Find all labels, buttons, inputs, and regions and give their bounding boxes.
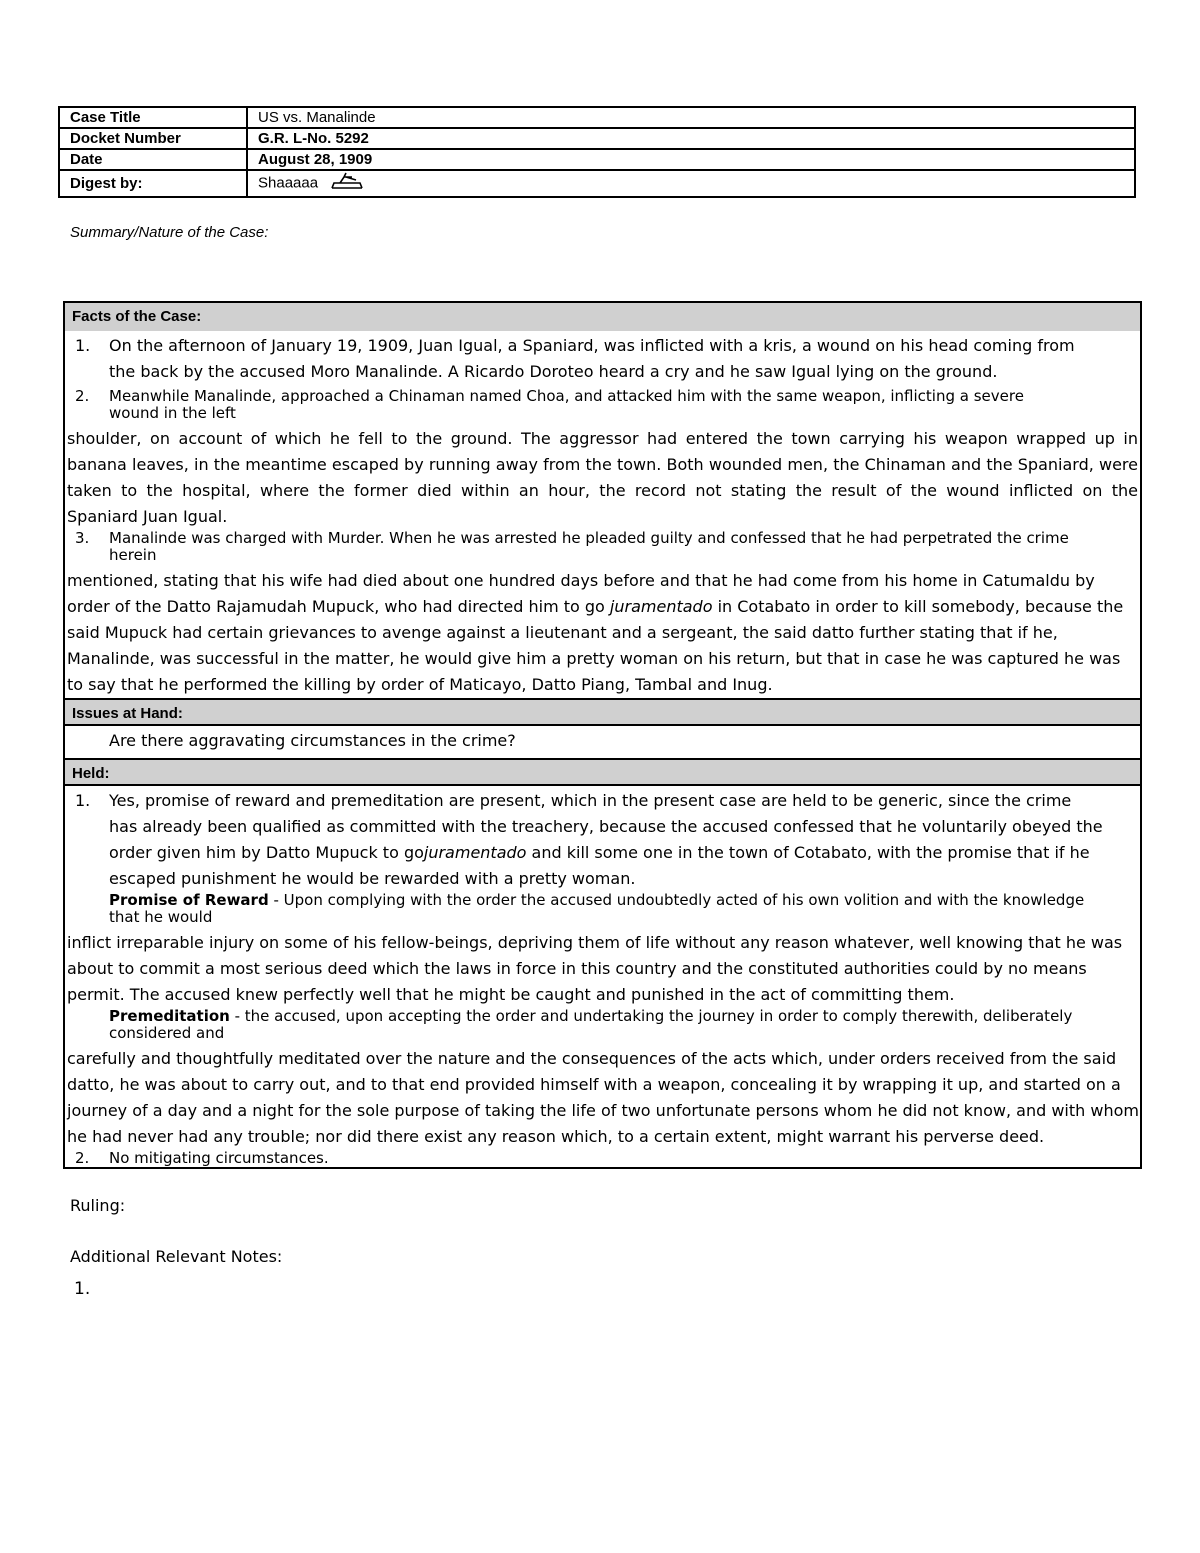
signature-icon [330,171,364,196]
facts-item-1-line: On the afternoon of January 19, 1909, Juan Igual, a Spaniard, was inflicted with a kris, a wound on his head coming from [109,336,1075,355]
promise-of-reward [65,892,1140,926]
facts-item-3-line: Manalinde was charged with Murder. When he was arrested he pleaded guilty and confessed that he had perpetrated the crime [109,529,1069,547]
facts-heading: Facts of the Case: [65,303,1140,331]
held-item-2 [65,1150,1140,1167]
promise-of-reward-label: Promise of Reward [109,891,269,909]
digest-row [59,170,1135,197]
docket-label: Docket Number [59,128,247,149]
promise-of-reward-line: inflict irreparable injury on some of his fellow-beings, depriving them of life without any reason whatever, well knowing that he was [67,933,1123,952]
case-title-row [59,107,1135,128]
promise-of-reward-text: - Upon complying with the order the accused undoubtedly acted of his own volition and with the knowledge [268,891,1085,909]
premeditation-line: datto, he was about to carry out, and to that end provided himself with a weapon, concealing it by wrapping it up, and started on a [67,1075,1121,1094]
held-body [65,786,1140,1167]
facts-item-2-line: Spaniard Juan Igual. [67,507,228,526]
digest-label: Digest by: [59,170,247,197]
case-info-table [58,106,1136,198]
facts-item-2-line: banana leaves, in the meantime escaped by running away from the town. Both wounded men, the Chinaman and the Spaniard, were [67,455,1138,474]
case-title-value: US vs. Manalinde [247,107,1135,128]
notes-item-number: 1. [74,1279,91,1299]
held-item-1-text: order given him by Datto Mupuck to go [109,843,424,862]
held-item-1-line: escaped punishment he would be rewarded with a pretty woman. [109,869,636,888]
facts-item-3-line: mentioned, stating that his wife had died about one hundred days before and that he had come from his home in Catumaldu by [67,571,1095,590]
promise-of-reward-line: about to commit a most serious deed which the laws in force in this country and the constituted authorities could by no means [67,959,1087,978]
premeditation-line: considered and [109,1024,225,1042]
digest-value: Shaaaaa [258,174,319,192]
facts-item-3-line: to say that he performed the killing by order of Maticayo, Datto Piang, Tambal and Inug. [67,675,773,694]
facts-item-2 [65,385,1140,422]
notes-label: Additional Relevant Notes: [70,1247,283,1266]
docket-value: G.R. L-No. 5292 [247,128,1135,149]
premeditation-label: Premeditation [109,1007,230,1025]
facts-item-3-line: said Mupuck had certain grievances to avenge against a lieutenant and a sergeant, the said datto further stating that if he, [67,623,1058,642]
premeditation-line: journey of a day and a night for the sole purpose of taking the life of two unfortunate persons whom he did not know, and with whom [67,1101,1139,1120]
held-heading: Held: [65,758,1140,786]
premeditation-line: he had never had any trouble; nor did there exist any reason which, to a certain extent, might warrant his perverse deed. [67,1127,1045,1146]
digest-cell [247,170,1135,197]
held-item-2-text: No mitigating circumstances. [109,1149,329,1167]
facts-body [65,331,1140,698]
issues-body [65,726,1140,758]
facts-item-2-line: taken to the hospital, where the former died within an hour, the record not stating the result of the wound inflicted on the [67,481,1138,500]
facts-item-2-line: Meanwhile Manalinde, approached a Chinaman named Choa, and attacked him with the same weapon, inflicting a severe [109,387,1024,405]
held-item-1-line: has already been qualified as committed with the treachery, because the accused confessed that he voluntarily obeyed the [109,817,1103,836]
held-item-1-number: 1. [75,791,91,810]
facts-item-3-number: 3. [75,529,90,547]
summary-label: Summary/Nature of the Case: [70,224,269,241]
date-row [59,149,1135,170]
held-item-2-number: 2. [75,1149,90,1167]
digest-table [63,301,1142,1169]
premeditation-line: carefully and thoughtfully meditated over the nature and the consequences of the acts which, under orders received from the said [67,1049,1117,1068]
facts-item-1-number: 1. [75,336,91,355]
premeditation-text: - the accused, upon accepting the order and undertaking the journey in order to comply therewith, deliberately [229,1007,1073,1025]
promise-of-reward-line: permit. The accused knew perfectly well that he might be caught and punished in the act of committing them. [67,985,955,1004]
case-title-label: Case Title [59,107,247,128]
facts-item-3-line [65,594,1140,620]
ruling-label: Ruling: [70,1196,126,1215]
facts-item-2-number: 2. [75,387,90,405]
facts-item-3-line: Manalinde, was successful in the matter, he would give him a pretty woman on his return, but that in case he was captured he was [67,649,1121,668]
facts-item-3-text: in Cotabato in order to kill somebody, because the [712,597,1124,616]
promise-of-reward-line [109,892,1140,909]
date-value: August 28, 1909 [247,149,1135,170]
facts-item-1-line: the back by the accused Moro Manalinde. A Ricardo Doroteo heard a cry and he saw Igual lying on the ground. [109,362,998,381]
facts-item-3-line: herein [109,546,157,564]
held-item-1-italic-term: juramentado [423,843,527,862]
issues-text: Are there aggravating circumstances in the crime? [109,731,516,750]
held-item-1-text: and kill some one in the town of Cotabato, with the promise that if he [526,843,1090,862]
facts-item-3-italic-term: juramentado [609,597,713,616]
held-item-1-line: Yes, promise of reward and premeditation are present, which in the present case are held to be generic, since the crime [109,791,1072,810]
premeditation [65,1008,1140,1042]
promise-of-reward-line: that he would [109,908,213,926]
premeditation-line [109,1008,1140,1025]
held-item-1-line [109,840,1140,866]
facts-item-3-text: order of the Datto Rajamudah Mupuck, who had directed him to go [67,597,610,616]
date-label: Date [59,149,247,170]
facts-item-1 [65,333,1140,385]
held-item-1 [65,788,1140,892]
facts-item-2-line: wound in the left [109,404,236,422]
facts-item-3 [65,530,1140,564]
issues-heading: Issues at Hand: [65,698,1140,726]
docket-row [59,128,1135,149]
facts-item-2-line: shoulder, on account of which he fell to the ground. The aggressor had entered the town carrying his weapon wrapped up in [67,429,1138,448]
